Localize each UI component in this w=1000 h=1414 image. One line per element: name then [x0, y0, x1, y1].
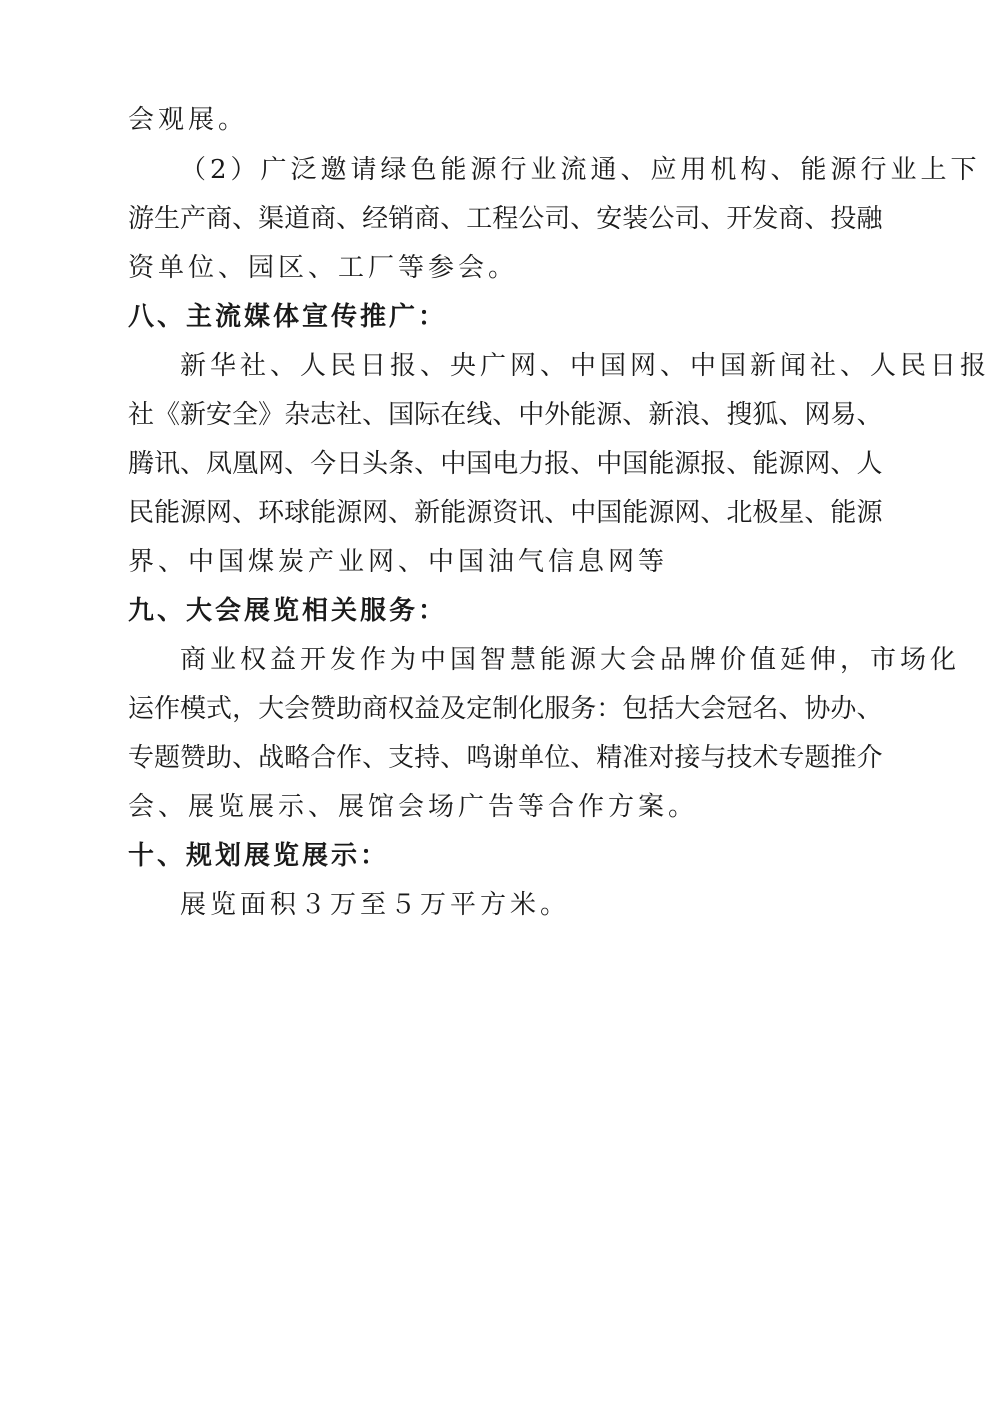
section-9-line-1: 商业权益开发作为中国智慧能源大会品牌价值延伸，市场化	[180, 645, 961, 675]
invite-paragraph-line-2: 游 生 产 商 、 渠 道 商 、 经 销 商 、 工 程 公 司 、 安 装 公 司 、 开 发 商 、 投 融	[128, 204, 883, 234]
section-8-line-5: 界、中国煤炭产业网、中国油气信息网等	[128, 547, 669, 577]
section-9-line-2: 运 作 模 式 ， 大 会 赞 助 商 权 益 及 定 制 化 服 务 ： 包 括 大 会 冠 名 、 协 办 、	[128, 694, 883, 724]
section-9-heading: 九、大会展览相关服务：	[128, 596, 448, 626]
invite-paragraph-line-1: （2）广泛邀请绿色能源行业流通、应用机构、能源行业上下	[180, 155, 981, 185]
section-10-line-1: 展览面积３万至５万平方米。	[180, 890, 571, 920]
section-8-line-2: 社 《 新 安 全 》 杂 志 社 、 国 际 在 线 、 中 外 能 源 、 新 浪 、 搜 狐 、 网 易 、	[128, 400, 883, 430]
section-8-heading: 八、主流媒体宣传推广：	[128, 302, 448, 332]
continuation-text: 会观展。	[128, 105, 249, 135]
section-10-heading: 十、规划展览展示：	[128, 841, 390, 871]
section-8-line-1: 新华社、人民日报、央广网、中国网、中国新闻社、人民日报	[180, 351, 991, 381]
section-8-line-3: 腾 讯 、 凤 凰 网 、 今 日 头 条 、 中 国 电 力 报 、 中 国 能 源 报 、 能 源 网 、 人	[128, 449, 883, 479]
section-9-line-3: 专 题 赞 助 、 战 略 合 作 、 支 持 、 鸣 谢 单 位 、 精 准 对 接 与 技 术 专 题 推 介	[128, 743, 883, 773]
section-9-line-4: 会、展览展示、展馆会场广告等合作方案。	[128, 792, 699, 822]
invite-paragraph-line-3: 资单位、园区、工厂等参会。	[128, 253, 519, 283]
section-8-line-4: 民 能 源 网 、 环 球 能 源 网 、 新 能 源 资 讯 、 中 国 能 源 网 、 北 极 星 、 能 源	[128, 498, 883, 528]
